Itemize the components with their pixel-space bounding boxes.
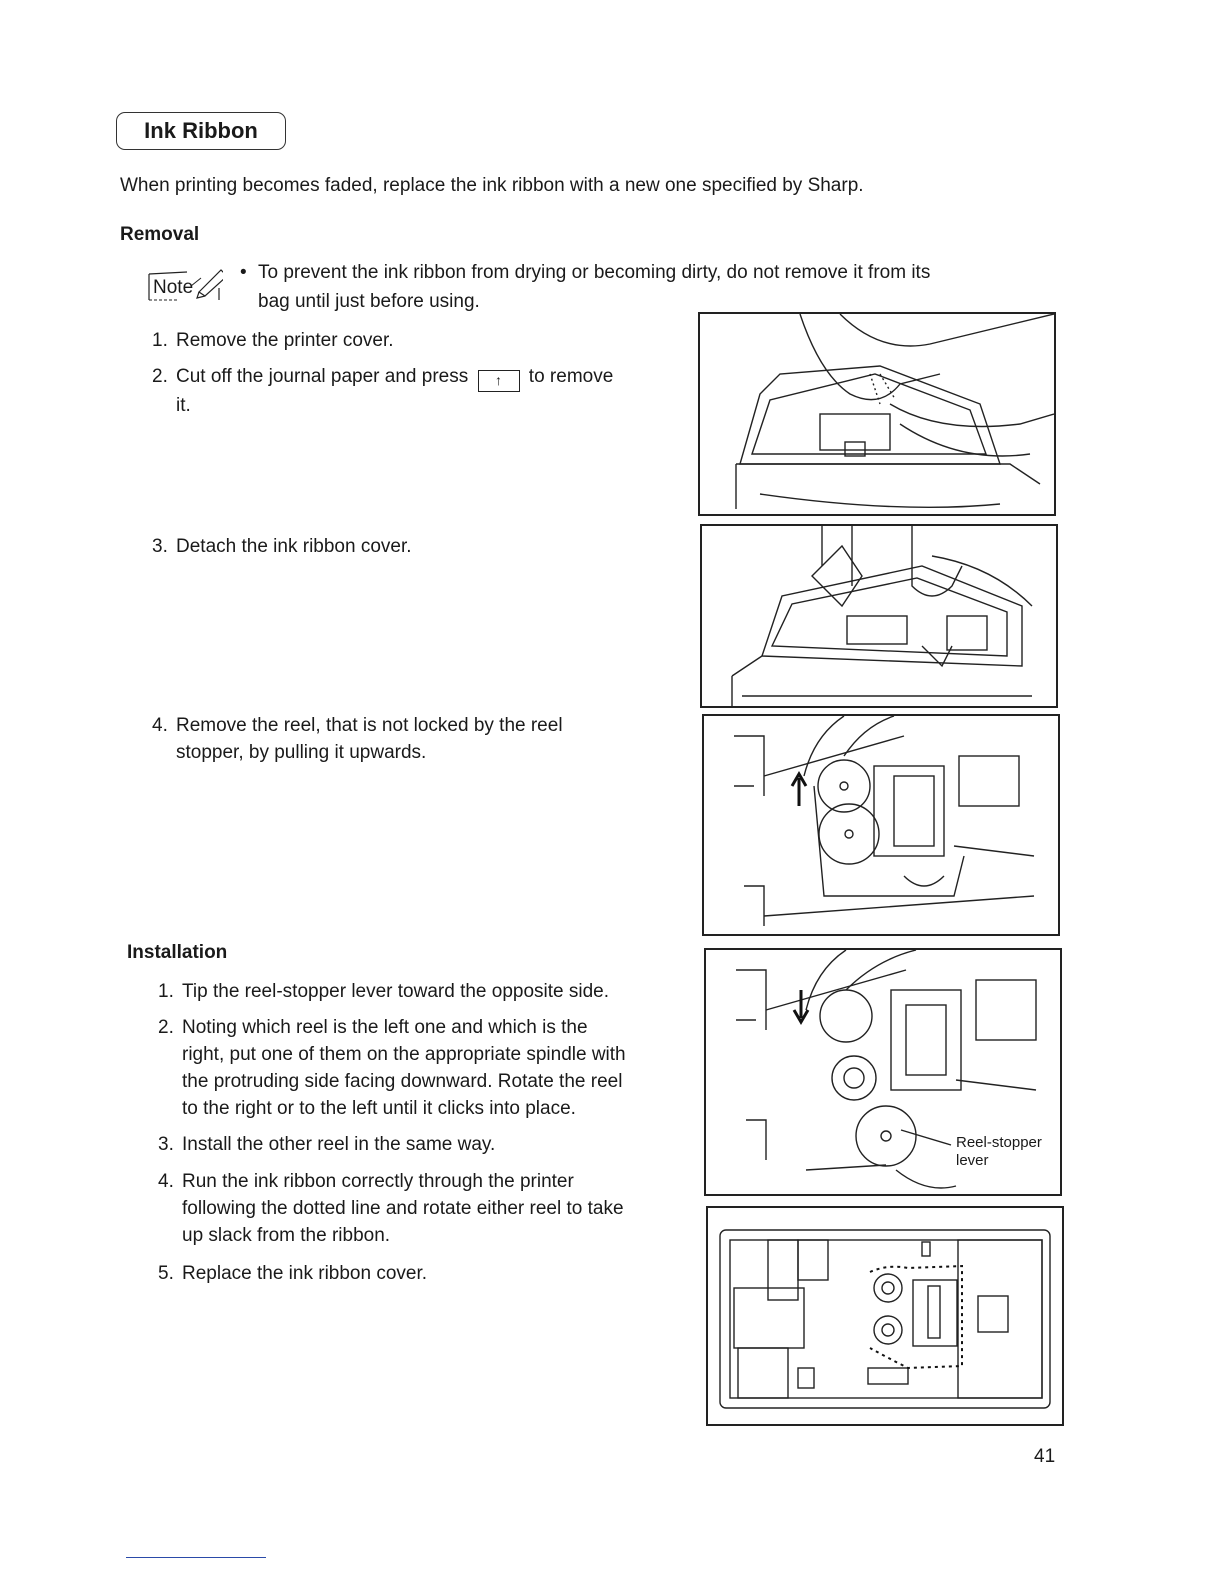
ribbon-cover-illustration xyxy=(702,526,1056,706)
ribbon-path-illustration xyxy=(708,1208,1062,1424)
figure-remove-printer-cover xyxy=(698,312,1056,516)
reel-stopper-label: Reel-stopper lever xyxy=(956,1134,1042,1169)
note-line-2: bag until just before using. xyxy=(258,291,480,312)
footer-divider xyxy=(126,1557,266,1558)
removal-step-4: 4. Remove the reel, that is not locked by the reel stopper, by pulling it upwards. xyxy=(152,715,563,763)
removal-step-3: 3. Detach the ink ribbon cover. xyxy=(152,536,412,557)
figure-remove-reel xyxy=(702,714,1060,936)
removal-heading: Removal xyxy=(120,224,200,245)
install-step-3: 3. Install the other reel in the same way. xyxy=(158,1134,496,1155)
installation-heading: Installation xyxy=(127,942,228,963)
figure-install-reel xyxy=(704,948,1062,1196)
removal-step-2: 2. Cut off the journal paper and press ↑ to remove it. xyxy=(152,366,614,416)
intro-text: When printing becomes faded, replace the ink ribbon with a new one specified by Sharp. xyxy=(120,175,864,196)
note-line-1: To prevent the ink ribbon from drying or becoming dirty, do not remove it from its xyxy=(258,262,931,283)
install-step-5: 5. Replace the ink ribbon cover. xyxy=(158,1263,428,1284)
removal-step-1: 1. Remove the printer cover. xyxy=(152,330,394,351)
figure-ribbon-path xyxy=(706,1206,1064,1426)
down-arrow-icon xyxy=(794,990,808,1022)
figure-detach-ribbon-cover xyxy=(700,524,1058,708)
note-text: • To prevent the ink ribbon from drying or becoming dirty, do not remove it from its bag until just before using. xyxy=(240,258,1040,316)
install-step-2: 2. Noting which reel is the left one and which is the right, put one of them on the appropriate spindle with the protruding side facing downward. Rotate the reel to the right or to the left until it clicks into place. xyxy=(158,1017,626,1119)
up-arrow-icon xyxy=(792,774,806,806)
remove-reel-illustration xyxy=(704,716,1058,934)
note-badge xyxy=(147,266,223,304)
printer-cover-illustration xyxy=(700,314,1054,514)
journal-feed-key-icon: ↑ xyxy=(478,370,520,392)
install-step-4: 4. Run the ink ribbon correctly through the printer following the dotted line and rotate either reel to take up slack from the ribbon. xyxy=(158,1171,624,1246)
section-title: Ink Ribbon xyxy=(116,112,286,150)
note-label: Note xyxy=(153,277,194,298)
page-number: 41 xyxy=(1034,1446,1056,1467)
install-step-1: 1. Tip the reel-stopper lever toward the opposite side. xyxy=(158,981,610,1002)
